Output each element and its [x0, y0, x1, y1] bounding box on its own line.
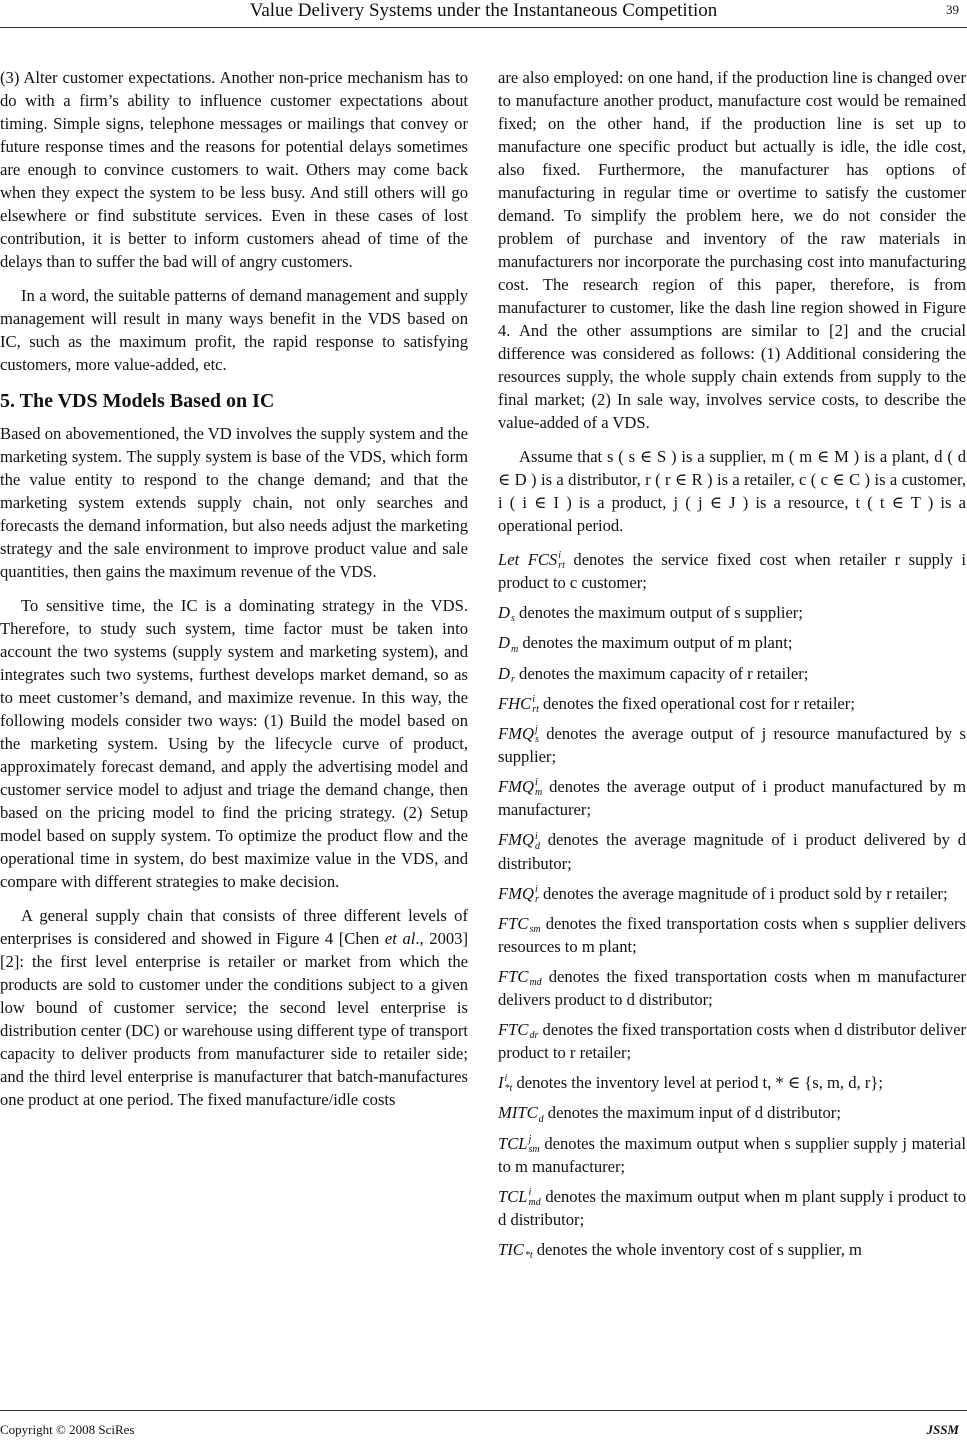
symbol-base: TCL: [498, 1186, 528, 1206]
symbol-subscript: d: [538, 1113, 544, 1125]
paragraph-text: A general supply chain that consists of three different levels of enterprises is considered and showed in Figure 4 [Chen: [0, 906, 468, 948]
definition-symbol: [498, 830, 540, 852]
symbol-subscript: rt: [532, 703, 539, 715]
definition-item: [498, 722, 966, 768]
definition-item: [498, 1018, 966, 1064]
symbol-superscript: j: [534, 724, 538, 736]
definition-text: denotes the average magnitude of i product sold by r retailer;: [538, 883, 948, 903]
symbol-subscript: s: [510, 613, 515, 625]
definition-symbol: [498, 694, 539, 713]
symbol-base: FTC: [498, 1020, 529, 1040]
symbol-base: FMQ: [498, 830, 534, 850]
symbol-subscript: m: [510, 643, 519, 655]
symbol-subscript: r: [510, 673, 515, 685]
paragraph-assumptions: Assume that s ( s ∈ S ) is a supplier, m ( m ∈ M ) is a plant, d ( d ∈ D ) is a distributor, r ( r ∈ R ) is a retailer, c ( c ∈ C ) is a customer, i ( i ∈ I ) is a product, j ( j ∈ J ) is a resource, t ( t ∈ T ) is a operational period.: [498, 447, 966, 535]
definition-item: [498, 1101, 966, 1124]
definition-item: [498, 912, 966, 958]
symbol-base: TCL: [498, 1133, 528, 1153]
definition-text: denotes the maximum output when m plant supply i product to d distributor;: [498, 1186, 966, 1229]
definition-symbol: [498, 1187, 541, 1206]
definition-text: denotes the average output of j resource manufactured by s supplier;: [498, 723, 966, 767]
page-number: 39: [946, 2, 959, 17]
definition-item: [498, 1238, 966, 1261]
symbol-superscript: i: [534, 830, 538, 842]
paragraph-in-a-word: In a word, the suitable patterns of demand management and supply management will result in many ways benefit in the VDS based on IC, such as the maximum profit, the rapid response to satisfying customers, more value-added, etc.: [0, 286, 468, 374]
symbol-subscript: sm: [528, 1143, 540, 1155]
symbol-superscript: i: [534, 883, 538, 895]
definition-symbol: [498, 1073, 513, 1095]
definition-text: denotes the average magnitude of i product delivered by d distributor;: [498, 830, 966, 873]
symbol-subscript: *t: [504, 1083, 513, 1095]
definition-symbol: [498, 723, 539, 746]
definition-text: denotes the fixed transportation costs when s supplier delivers resources to m plant;: [498, 913, 966, 956]
symbol-subscript: d: [534, 840, 540, 852]
running-title: Value Delivery Systems under the Instantaneous Competition: [249, 0, 718, 21]
paragraph-general-supply-chain: [0, 904, 468, 1111]
symbol-subscript: rt: [558, 560, 565, 572]
symbol-subscript: md: [528, 1197, 541, 1208]
definition-item: [498, 631, 966, 654]
symbol-subscript: r: [534, 893, 539, 905]
definition-symbol: [498, 633, 519, 655]
definition-symbol: [498, 1103, 544, 1125]
symbol-superscript: i: [532, 693, 535, 705]
definition-text: denotes the inventory level at period t, * ∈ {s, m, d, r};: [512, 1073, 883, 1093]
definition-text: denotes the maximum output when s supplier supply j material to m manufacturer;: [498, 1133, 966, 1176]
symbol-base: FHC: [498, 693, 532, 713]
definition-symbol: [498, 777, 543, 799]
definition-item: [498, 775, 966, 821]
symbol-base: FMQ: [498, 723, 534, 743]
paragraph-fixed-costs: are also employed: on one hand, if the production line is changed over to manufacture another product, manufacture cost would be remained fixed; on the other hand, if the production line is set up to manufacture one specific product but actually is idle, the idle cost, also fixed. Furthermore, the manufacturer has options of manufacturing in regular time or overtime to satisfy the customer demand. To simplify the problem here, we do not consider the problem of purchase and inventory of the raw materials in manufacturers nor incorporate the purchasing cost into manufacturing cost. The research region of this paper, therefore, is from manufacturer to customer, like the dash line region showed in Figure 4. And the other assumptions are similar to [2] and the crucial difference was considered as follows: (1) Additional considering the resources supply, the whole supply chain extends from supply to the final market; (2) In sale way, involves service costs, to describe the value-added of a VDS.: [498, 68, 966, 432]
symbol-base: D: [498, 663, 510, 683]
definition-text: denotes the fixed operational cost for r retailer;: [538, 693, 855, 713]
symbol-subscript: sm: [529, 923, 541, 935]
definition-item: [498, 601, 966, 624]
definition-symbol: [498, 1020, 539, 1042]
page-footer: [0, 1410, 967, 1443]
copyright: Copyright © 2008 SciRes: [0, 1422, 135, 1437]
symbol-base: D: [498, 603, 510, 623]
symbol-base: I: [498, 1073, 504, 1093]
definition-text: denotes the maximum input of d distributor;: [543, 1103, 841, 1123]
definition-text: denotes the whole inventory cost of s supplier, m: [532, 1240, 862, 1259]
symbol-base: Let FCS: [498, 550, 558, 569]
definition-item: [498, 965, 966, 1011]
symbol-superscript: j: [528, 1133, 532, 1145]
symbol-superscript: i: [504, 1073, 508, 1085]
definition-item: [498, 882, 966, 905]
definition-list: [498, 548, 966, 1261]
paragraph-alter-expectations: (3) Alter customer expectations. Another non-price mechanism has to do with a firm’s ability to influence customer expectations about timing. Simple signs, telephone messages or mailings that convey or future response times and the reasons for potential delays sometimes are enough to convince customers to wait. Others may come back when they expect the system to be less busy. And still others will go elsewhere or find substitute services. Even in these cases of lost contribution, it is better to inform customers ahead of time of the delays than to suffer the bad will of angry customers.: [0, 68, 468, 271]
symbol-base: FTC: [498, 913, 529, 933]
definition-symbol: [498, 1240, 533, 1262]
definition-item: [498, 1132, 966, 1178]
journal-name: JSSM: [926, 1422, 959, 1437]
symbol-superscript: i: [558, 550, 561, 562]
symbol-base: D: [498, 633, 510, 653]
paragraph-text: ., 2003] [2]: the first level enterprise is retailer or market from which the products are sold to customer under the conditions subject to a given low bound of customer service; the second level enterprise is distribution center (DC) or warehouse using different type of transport capacity to deliver products from manufacturer side to retailer side; and the third level enterprise is manufacturer that batch-manufactures one product at one period. The fixed manufacture/idle costs: [0, 929, 468, 1109]
symbol-superscript: i: [534, 777, 538, 789]
section-heading: 5. The VDS Models Based on IC: [0, 390, 275, 412]
right-column: [498, 66, 966, 1261]
symbol-subscript: m: [534, 787, 543, 799]
definition-item: [498, 548, 966, 594]
symbol-base: FTC: [498, 966, 529, 986]
definition-symbol: [498, 550, 565, 572]
citation-et-al: et al: [384, 929, 416, 948]
symbol-subscript: md: [529, 977, 542, 989]
definition-symbol: [498, 966, 542, 989]
definition-symbol: [498, 914, 541, 933]
definition-item: [498, 1071, 966, 1094]
definition-text: denotes the service fixed cost when retailer r supply i product to c customer;: [498, 550, 966, 593]
definition-symbol: [498, 664, 515, 683]
symbol-base: FMQ: [498, 883, 534, 903]
definition-item: [498, 1185, 966, 1231]
symbol-base: FMQ: [498, 777, 534, 797]
symbol-subscript: *t: [524, 1250, 533, 1262]
definition-item: [498, 662, 966, 685]
left-column: [0, 66, 468, 1111]
footer-rule: [0, 1410, 967, 1411]
definition-item: [498, 828, 966, 874]
definition-symbol: [498, 884, 539, 903]
symbol-subscript: dr: [529, 1030, 539, 1042]
symbol-base: MITC: [498, 1103, 538, 1123]
page-header: [0, 0, 967, 34]
definition-item: [498, 692, 966, 715]
definition-text: denotes the maximum output of s supplier;: [514, 603, 803, 623]
symbol-subscript: s: [534, 734, 539, 746]
definition-symbol: [498, 1134, 540, 1153]
definition-text: denotes the fixed transportation costs when m manufacturer delivers product to d distributor;: [498, 966, 966, 1010]
definition-text: denotes the maximum capacity of r retailer;: [514, 663, 809, 683]
symbol-base: TIC: [498, 1240, 524, 1259]
header-rule: [0, 27, 967, 28]
definition-symbol: [498, 603, 515, 625]
definition-text: denotes the average output of i product manufactured by m manufacturer;: [498, 777, 966, 820]
definition-text: denotes the maximum output of m plant;: [518, 633, 793, 653]
paragraph-sensitive-time: To sensitive time, the IC is a dominating strategy in the VDS. Therefore, to study such system, time factor must be taken into account the two systems (supply system and marketing system), and integrates such two systems, furthest develops market demand, so as to meet customer’s demand, and maximize revenue. In this way, the following models consider two ways: (1) Build the model based on the marketing system. Using by the lifecycle curve of product, approximately forecast demand, and apply the advertising model and customer service model to adjust and triage the demand change, then based on the pricing model to find the pricing strategy. (2) Setup model based on supply system. To optimize the product flow and the operational time in system, do best maximize value in the VDS, and compare with different strategies to make decision.: [0, 596, 468, 891]
definition-text: denotes the fixed transportation costs when d distributor deliver product to r retailer;: [498, 1020, 966, 1063]
symbol-superscript: i: [528, 1187, 532, 1198]
paragraph-based-on: Based on abovementioned, the VD involves the supply system and the marketing system. The supply system is base of the VDS, which form the value entity to respond to the change demand; and that the marketing system extends supply chain, not only searches and forecasts the demand information, but also needs adjust the marketing strategy and the sale environment to improve product value and sale quantities, then gains the maximum revenue of the VDS.: [0, 424, 468, 581]
